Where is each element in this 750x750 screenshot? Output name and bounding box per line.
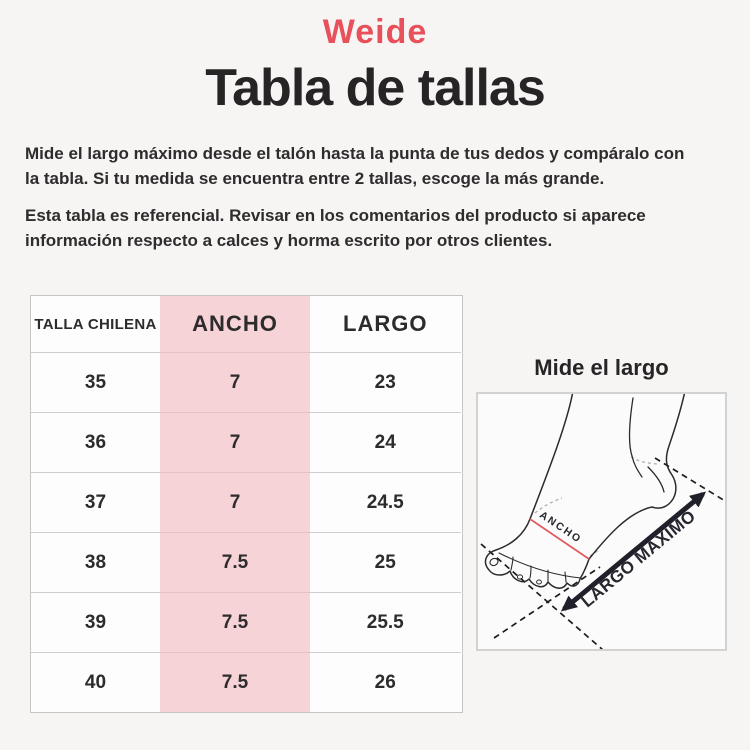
size-table-header-row <box>31 296 462 352</box>
note-paragraph <box>25 204 735 253</box>
ancho-cell: 7.5 <box>160 652 310 712</box>
ancho-cell: 7.5 <box>160 532 310 592</box>
ancho-cell: 7 <box>160 352 310 412</box>
largo-cell: 25 <box>310 532 461 592</box>
intro-line-2: la tabla. Si tu medida se encuentra entre 2 tallas, escoge la más grande. <box>25 168 605 188</box>
table-row <box>31 352 462 412</box>
size-table <box>30 295 463 713</box>
talla-cell: 40 <box>31 652 160 712</box>
talla-cell: 39 <box>31 592 160 652</box>
ancho-cell: 7.5 <box>160 592 310 652</box>
column-header-ancho: ANCHO <box>160 296 310 352</box>
column-header-talla-chilena: TALLA CHILENA <box>34 315 157 333</box>
measure-guide-heading: Mide el largo <box>534 355 669 380</box>
table-row <box>31 532 462 592</box>
talla-cell: 38 <box>31 532 160 592</box>
table-row <box>31 472 462 532</box>
table-row <box>31 412 462 472</box>
intro-line-1: Mide el largo máximo desde el talón hasta la punta de tus dedos y compáralo con <box>25 144 685 163</box>
largo-cell: 26 <box>310 652 461 712</box>
talla-cell: 35 <box>31 352 160 412</box>
brand-logo: Weide <box>322 13 428 51</box>
largo-cell: 23 <box>310 352 461 412</box>
ancho-cell: 7 <box>160 412 310 472</box>
talla-cell: 37 <box>31 472 160 532</box>
foot-diagram-svg <box>478 394 725 649</box>
measure-guides <box>481 458 725 649</box>
largo-cell: 25.5 <box>310 592 461 652</box>
ancho-cell: 7 <box>160 472 310 532</box>
largo-cell: 24 <box>310 412 461 472</box>
foot-illustration <box>485 394 685 588</box>
ancho-label: ANCHO <box>537 508 585 547</box>
note-line-2: información respecto a calces y horma escrito por otros clientes. <box>25 230 553 250</box>
table-row <box>31 592 462 652</box>
column-header-largo: LARGO <box>343 311 428 336</box>
intro-paragraph <box>25 142 735 191</box>
talla-cell: 36 <box>31 412 160 472</box>
note-line-1: Esta tabla es referencial. Revisar en los comentarios del producto si aparece <box>25 206 646 225</box>
page-title: Tabla de tallas <box>205 59 545 117</box>
largo-cell: 24.5 <box>310 472 461 532</box>
table-row <box>31 652 462 712</box>
largo-label: LARGO MAXIMO <box>577 506 700 612</box>
foot-measure-diagram <box>476 392 727 651</box>
